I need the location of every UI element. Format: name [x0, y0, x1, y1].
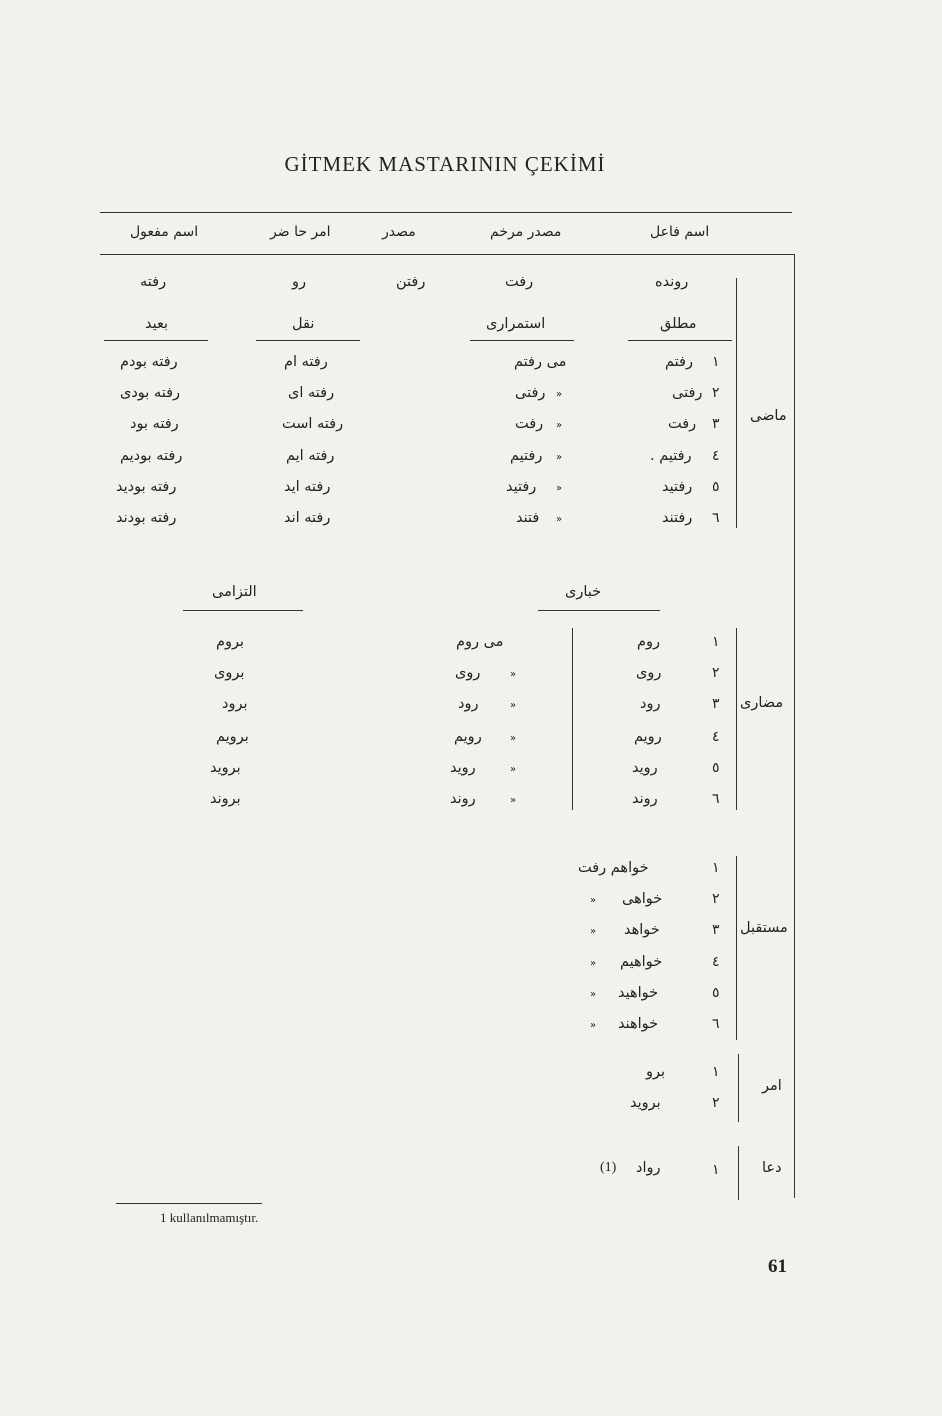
- header-masdar: مصدر: [382, 224, 416, 240]
- madi-istimrari: مى رفتم: [514, 354, 567, 370]
- header-amr-hazir: امر حا ضر: [270, 224, 331, 240]
- mudari-ikhbari: مى روم: [456, 634, 504, 650]
- madi-istimrari-mark: »: [556, 420, 563, 431]
- mudari-num: ٣: [712, 696, 720, 712]
- madi-istimrari: فتند: [516, 510, 540, 526]
- madi-bracket: [736, 278, 737, 528]
- mudari-sub-ikhbari-rule: [538, 610, 660, 611]
- madi-sub-mutlaq: مطلق: [660, 316, 697, 332]
- footnote: 1 kullanılmamıştır.: [160, 1210, 259, 1225]
- form-ism-fail: رونده: [655, 274, 689, 290]
- mudari-ikhbari-mark: »: [510, 764, 517, 775]
- mudari-ikhbari: رويد: [450, 760, 476, 776]
- mustaqbal-mark: »: [590, 989, 597, 1000]
- dua-form: رواد: [636, 1160, 661, 1176]
- dua-bracket: [738, 1146, 739, 1200]
- madi-istimrari: رفت: [515, 416, 544, 432]
- mudari-ikhbari: روند: [450, 791, 476, 807]
- madi-label: ماضى: [750, 408, 787, 424]
- madi-sub-istimrari: استمرارى: [486, 316, 546, 332]
- mudari-iltizami: بروند: [210, 791, 241, 807]
- mudari-sub-iltizami: التزامى: [212, 584, 257, 600]
- madi-naql: رفته اى: [288, 385, 335, 401]
- mudari-sub-ikhbari: خبارى: [565, 584, 602, 600]
- mustaqbal-mark: »: [590, 926, 597, 937]
- mustaqbal-label: مستقبل: [740, 920, 788, 936]
- mudari-num: ٤: [712, 729, 720, 745]
- mudari-ikhbari-mark: »: [510, 795, 517, 806]
- mustaqbal-num: ٤: [712, 954, 720, 970]
- amr-bracket: [738, 1054, 739, 1122]
- mudari-sub-iltizami-rule: [183, 610, 303, 611]
- madi-num: ٤: [712, 448, 720, 464]
- form-masdar: رفتن: [396, 274, 426, 290]
- madi-naql: رفته اند: [284, 510, 331, 526]
- amr-num: ١: [712, 1064, 720, 1080]
- table-right-rule: [794, 254, 795, 1198]
- amr-form: برويد: [630, 1095, 661, 1111]
- form-amr-hazir: رو: [292, 274, 307, 290]
- mudari-num: ١: [712, 634, 720, 650]
- table-top-rule: [100, 212, 792, 213]
- mudari-plain: رويم: [634, 729, 662, 745]
- mudari-num: ٥: [712, 760, 720, 776]
- madi-istimrari-mark: »: [556, 514, 563, 525]
- madi-baid: رفته بوديد: [116, 479, 177, 495]
- dua-note: (1): [600, 1160, 617, 1175]
- amr-label: امر: [762, 1078, 782, 1094]
- mudari-iltizami: برود: [222, 696, 248, 712]
- madi-naql: رفته ايم: [286, 448, 335, 464]
- header-bottom-rule: [100, 254, 795, 255]
- mustaqbal-num: ١: [712, 860, 720, 876]
- madi-istimrari: رفتى: [515, 385, 546, 401]
- footnote-rule: [116, 1203, 262, 1204]
- madi-num: ٦: [712, 510, 720, 526]
- mudari-bracket: [736, 628, 737, 810]
- dua-num: ١: [712, 1162, 720, 1178]
- madi-naql: رفته است: [282, 416, 344, 432]
- header-ism-fail: اسم فاعل: [650, 224, 710, 240]
- mudari-plain: رود: [640, 696, 661, 712]
- madi-baid: رفته بودم: [120, 354, 178, 370]
- madi-baid: رفته بودند: [116, 510, 177, 526]
- mustaqbal-mark: »: [590, 1020, 597, 1031]
- mustaqbal-form: خواهد: [624, 922, 660, 938]
- madi-naql: رفته ام: [284, 354, 328, 370]
- amr-num: ٢: [712, 1095, 720, 1111]
- mudari-ikhbari-mark: »: [510, 700, 517, 711]
- madi-sub-istimrari-rule: [470, 340, 574, 341]
- mudari-ikhbari-mark: »: [510, 669, 517, 680]
- madi-sub-baid-rule: [104, 340, 208, 341]
- madi-sub-baid: بعيد: [145, 316, 169, 332]
- madi-sub-mutlaq-rule: [628, 340, 732, 341]
- mustaqbal-num: ٥: [712, 985, 720, 1001]
- mudari-ikhbari-mark: »: [510, 733, 517, 744]
- mustaqbal-num: ٢: [712, 891, 720, 907]
- madi-baid: رفته بوديم: [120, 448, 183, 464]
- madi-istimrari-mark: »: [556, 483, 563, 494]
- mustaqbal-num: ٦: [712, 1016, 720, 1032]
- mustaqbal-bracket: [736, 856, 737, 1040]
- madi-num: ٢: [712, 385, 720, 401]
- mudari-ikhbari: رود: [458, 696, 479, 712]
- form-masdar-murakhkham: رفت: [505, 274, 534, 290]
- madi-mutlaq: رفتم: [665, 354, 693, 370]
- mudari-num: ٦: [712, 791, 720, 807]
- mudari-plain: روى: [636, 665, 662, 681]
- mudari-plain: روم: [637, 634, 660, 650]
- mudari-iltizami: برويم: [216, 729, 249, 745]
- mustaqbal-mark: »: [590, 958, 597, 969]
- madi-sub-naql: نقل: [292, 316, 315, 332]
- dua-label: دعا: [762, 1160, 782, 1176]
- madi-istimrari: رفتيد: [506, 479, 537, 495]
- mustaqbal-form: خواهم رفت: [578, 860, 649, 876]
- mudari-ikhbari: رويم: [454, 729, 482, 745]
- mudari-plain: روند: [632, 791, 658, 807]
- mustaqbal-num: ٣: [712, 922, 720, 938]
- mustaqbal-form: خواهيم: [620, 954, 663, 970]
- madi-baid: رفته بودى: [120, 385, 181, 401]
- amr-form: برو: [646, 1064, 666, 1080]
- mudari-num: ٢: [712, 665, 720, 681]
- mustaqbal-form: خواهيد: [618, 985, 659, 1001]
- madi-mutlaq: رفتيم .: [650, 448, 692, 464]
- madi-istimrari: رفتيم: [510, 448, 543, 464]
- header-ism-maful: اسم مفعول: [130, 224, 199, 240]
- madi-num: ١: [712, 354, 720, 370]
- madi-num: ٥: [712, 479, 720, 495]
- madi-naql: رفته ايد: [284, 479, 331, 495]
- mudari-iltizami: بروم: [216, 634, 245, 650]
- madi-num: ٣: [712, 416, 720, 432]
- mudari-label: مضارى: [740, 695, 784, 711]
- madi-sub-naql-rule: [256, 340, 360, 341]
- mustaqbal-mark: »: [590, 895, 597, 906]
- form-ism-maful: رفته: [140, 274, 167, 290]
- page-number: 61: [768, 1256, 787, 1277]
- mudari-inner-rule: [572, 628, 573, 810]
- madi-istimrari-mark: »: [556, 452, 563, 463]
- madi-istimrari-mark: »: [556, 389, 563, 400]
- mustaqbal-form: خواهند: [618, 1016, 659, 1032]
- mudari-iltizami: برويد: [210, 760, 241, 776]
- madi-baid: رفته بود: [130, 416, 179, 432]
- madi-mutlaq: رفتى: [672, 385, 703, 401]
- page-title: GİTMEK MASTARININ ÇEKİMİ: [284, 152, 606, 176]
- header-masdar-murakhkham: مصدر مرخم: [490, 224, 562, 240]
- madi-mutlaq: رفتيد: [662, 479, 693, 495]
- mudari-ikhbari: روى: [455, 665, 481, 681]
- madi-mutlaq: رفتند: [662, 510, 693, 526]
- mudari-plain: رويد: [632, 760, 658, 776]
- mudari-iltizami: بروى: [214, 665, 245, 681]
- madi-mutlaq: رفت: [668, 416, 697, 432]
- mustaqbal-form: خواهى: [622, 891, 663, 907]
